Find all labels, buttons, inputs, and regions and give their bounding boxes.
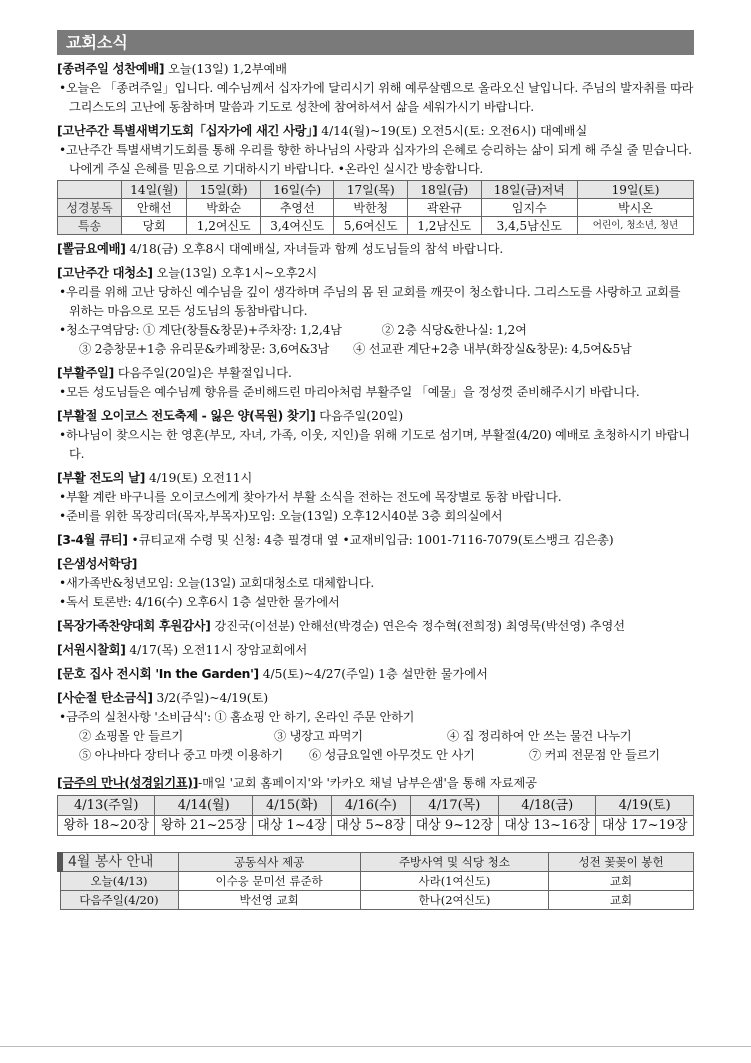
notice-info: 다음주일(20일)은 부활절입니다. bbox=[113, 366, 292, 380]
table-row bbox=[60, 891, 694, 910]
notice-exhibition bbox=[57, 665, 694, 684]
table-cell: 사라(1여신도) bbox=[360, 872, 548, 891]
notice-bullet: •모든 성도님들은 예수님께 향유를 준비해드린 마리아처럼 부활주일 「예물」을 정성껏 준비해주시기 바랍니다. bbox=[59, 385, 640, 399]
notice-bullet bbox=[57, 321, 694, 340]
fast-item: ⑤ 아나바다 장터나 중고 마켓 이용하기 bbox=[79, 748, 283, 762]
notice-easter bbox=[57, 364, 694, 402]
notice-info: -매일 '교회 홈페이지'와 '카카오 채널 남부은샘'을 통해 자료제공 bbox=[198, 776, 538, 790]
table-cell: 4/15(화) bbox=[252, 796, 331, 816]
fast-item: ④ 집 정리하여 안 쓰는 물건 나누기 bbox=[447, 729, 632, 743]
table-row bbox=[60, 872, 694, 891]
notice-bullet: •새가족반&청년모임: 오늘(13일) 교회대청소로 대체합니다. bbox=[59, 576, 375, 590]
notice-evangelism-day bbox=[57, 469, 694, 526]
notice-title: [서원시찰회] bbox=[57, 643, 126, 657]
notice-info: 강진국(이선분) 안해선(박경순) 연은숙 정수혁(전희정) 최영묵(박선영) 추영선 bbox=[210, 619, 626, 633]
page-divider bbox=[0, 1046, 751, 1047]
notice-title: [종려주일 성찬예배] bbox=[57, 62, 165, 76]
table-header-row bbox=[60, 853, 694, 872]
fast-item: ⑦ 커피 전문점 안 들르기 bbox=[529, 748, 660, 762]
notice-title: [목장가족찬양대회 후원감사] bbox=[57, 619, 211, 633]
notice-bullet: •독서 토론반: 4/16(수) 오후6시 1층 설만한 물가에서 bbox=[59, 595, 340, 609]
table-row bbox=[58, 816, 694, 836]
notice-bible-reading bbox=[57, 774, 694, 836]
notice-friday-worship bbox=[57, 240, 694, 259]
table-cell: 16일(수) bbox=[260, 181, 334, 199]
table-cell: 한나(2여신도) bbox=[360, 891, 548, 910]
table-cell: 대상 17~19장 bbox=[596, 816, 694, 836]
table-cell: 성전 꽃꽂이 봉헌 bbox=[549, 853, 694, 872]
notice-subline bbox=[57, 746, 694, 765]
table-row bbox=[58, 199, 694, 217]
table-cell: 공동식사 제공 bbox=[178, 853, 360, 872]
table-row bbox=[58, 217, 694, 235]
fast-item: ③ 냉장고 파먹기 bbox=[274, 729, 363, 743]
table-row-label: 특송 bbox=[58, 217, 122, 235]
service-schedule-table bbox=[57, 852, 694, 910]
table-cell: 이수응 문미선 류준하 bbox=[178, 872, 360, 891]
table-cell: 주방사역 및 식당 청소 bbox=[360, 853, 548, 872]
notice-info: 다음주일(20일) bbox=[315, 409, 404, 423]
notice-bullet: •준비를 위한 목장리더(목자,부목자)모임: 오늘(13일) 오후12시40분 3층 회의실에서 bbox=[59, 509, 503, 523]
table-cell: 18일(금) bbox=[408, 181, 482, 199]
notice-thanks bbox=[57, 617, 694, 636]
notice-info: 4/17(목) 오전11시 장암교회에서 bbox=[125, 643, 308, 657]
notice-bullet: •하나님이 찾으시는 한 영혼(부모, 자녀, 가족, 이웃, 지인)을 위해 기도로 섬기며, 부활절(4/20) 예배로 초청하시기 바랍니다. bbox=[59, 428, 690, 461]
notice-title: [사순절 탄소금식] bbox=[57, 691, 153, 705]
table-header-row bbox=[58, 796, 694, 816]
table-cell: 왕하 18~20장 bbox=[58, 816, 155, 836]
table-cell: 안해선 bbox=[122, 199, 187, 217]
notice-qt bbox=[57, 531, 694, 550]
notice-info: 4/19(토) 오전11시 bbox=[145, 471, 253, 485]
notice-info: •큐티교재 수령 및 신청: 4층 필경대 옆 •교재비입금: 1001-7116-7079(토스뱅크 김은총) bbox=[127, 533, 614, 547]
notice-info: 3/2(주일)~4/19(토) bbox=[152, 691, 269, 705]
notice-info: 오늘(13일) 오후1시~오후2시 bbox=[152, 266, 318, 280]
table-cell: 박화순 bbox=[187, 199, 261, 217]
fast-item: ⑥ 성금요일엔 아무것도 안 사기 bbox=[309, 748, 475, 762]
table-cell: 3,4여신도 bbox=[260, 217, 334, 235]
table-cell: 15일(화) bbox=[187, 181, 261, 199]
table-header-row bbox=[58, 181, 694, 199]
table-cell: 교회 bbox=[549, 891, 694, 910]
service-title: 4월 봉사 안내 bbox=[60, 853, 178, 872]
notice-oikos bbox=[57, 407, 694, 464]
table-cell: 19일(토) bbox=[578, 181, 694, 199]
notice-title: [부활절 오이코스 전도축제 - 잃은 양(목원) 찾기] bbox=[57, 409, 316, 423]
table-row-label: 성경봉독 bbox=[58, 199, 122, 217]
notice-bullet: •우리를 위해 고난 당하신 예수님을 깊이 생각하며 주님의 몸 된 교회를 깨끗이 청소합니다. 그리스도를 사랑하고 교회를 위하는 마음으로 모든 성도님의 동참바랍니다. bbox=[59, 285, 681, 318]
notice-info: 4/18(금) 오후8시 대예배실, 자녀들과 함께 성도님들의 참석 바랍니다. bbox=[125, 242, 504, 256]
notice-bullet: •고난주간 특별새벽기도회를 통해 우리를 향한 하나님의 사랑과 십자가의 은혜로 승리하는 삶이 되게 해 주실 줄 믿습니다. 나에게 주실 은혜를 믿음으로 기대하시기 바랍니다. •온라인 실시간 방송합니다. bbox=[59, 143, 692, 176]
table-cell: 박한청 bbox=[334, 199, 408, 217]
notice-info: 4/14(월)~19(토) 오전5시(토: 오전6시) 대예배실 bbox=[317, 124, 588, 138]
notice-title: [부활 전도의 날] bbox=[57, 471, 146, 485]
table-cell: 추영선 bbox=[260, 199, 334, 217]
notice-info: 오늘(13일) 1,2부예배 bbox=[164, 62, 288, 76]
notice-subline bbox=[57, 340, 694, 359]
bible-reading-table bbox=[57, 795, 694, 836]
notice-title: [문호 집사 전시회 'In the Garden'] bbox=[57, 667, 259, 681]
notice-bullet: •오늘은 「종려주일」입니다. 예수님께서 십자가에 달리시기 위해 예루살렘으로 올라오신 날입니다. 주님의 발자취를 따라 그리스도의 고난에 동참하며 말씀과 기도로 성찬에 참여하셔서 삶을 세워가시기 바랍니다. bbox=[59, 81, 694, 114]
table-cell: 4/14(월) bbox=[155, 796, 252, 816]
cleaning-area: ④ 선교관 계단+2층 내부(화장실&창문): 4,5여&5남 bbox=[353, 342, 632, 356]
table-cell: 5,6여신도 bbox=[334, 217, 408, 235]
notice-bullet: •부활 계란 바구니를 오이코스에게 찾아가서 부활 소식을 전하는 전도에 목장별로 동참 바랍니다. bbox=[59, 490, 562, 504]
table-cell: 당회 bbox=[122, 217, 187, 235]
notice-title: [고난주간 특별새벽기도회「십자가에 새긴 사랑」] bbox=[57, 124, 318, 138]
table-cell: 대상 5~8장 bbox=[331, 816, 410, 836]
notice-subline bbox=[57, 727, 694, 746]
table-cell: 임지수 bbox=[481, 199, 578, 217]
table-cell: 박선영 교회 bbox=[178, 891, 360, 910]
dawn-prayer-schedule-table bbox=[57, 180, 694, 235]
notice-carbon-fast bbox=[57, 689, 694, 765]
table-cell: 어린이, 청소년, 청년 bbox=[578, 217, 694, 235]
table-cell: 4/19(토) bbox=[596, 796, 694, 816]
cleaning-area: ③ 2층창문+1층 유리문&카페창문: 3,6여&3남 bbox=[79, 342, 330, 356]
table-cell: 대상 13~16장 bbox=[498, 816, 595, 836]
table-cell: 1,2여신도 bbox=[187, 217, 261, 235]
table-cell: 왕하 21~25장 bbox=[155, 816, 252, 836]
notice-title: [은샘성서학당] bbox=[57, 557, 138, 571]
notice-bible-school bbox=[57, 555, 694, 612]
cleaning-area: ② 2층 식당&한나실: 1,2여 bbox=[381, 323, 527, 337]
fast-item: ② 쇼핑몰 안 들르기 bbox=[79, 729, 184, 743]
table-cell: 14일(월) bbox=[122, 181, 187, 199]
notice-title: [금주의 만나(성경읽기표)] bbox=[57, 776, 199, 790]
table-cell: 17일(목) bbox=[334, 181, 408, 199]
table-cell: 대상 9~12장 bbox=[410, 816, 498, 836]
section-banner: 교회소식 bbox=[57, 30, 694, 55]
table-cell: 박시온 bbox=[578, 199, 694, 217]
table-row-label: 오늘(4/13) bbox=[60, 872, 178, 891]
notice-dawn-prayer bbox=[57, 122, 694, 235]
table-cell: 3,4,5남신도 bbox=[481, 217, 578, 235]
notice-bullet: •금주의 실천사항 '소비금식': ① 홈쇼핑 안 하기, 온라인 주문 안하기 bbox=[59, 710, 415, 724]
notice-title: [부활주일] bbox=[57, 366, 114, 380]
table-cell: 곽완규 bbox=[408, 199, 482, 217]
notice-cleaning bbox=[57, 264, 694, 359]
notice-palm-sunday bbox=[57, 60, 694, 117]
table-cell: 4/18(금) bbox=[498, 796, 595, 816]
cleaning-area: •청소구역담당: ① 계단(창틀&창문)+주차장: 1,2,4남 bbox=[59, 323, 342, 337]
table-cell: 4/17(목) bbox=[410, 796, 498, 816]
table-cell: 4/16(수) bbox=[331, 796, 410, 816]
table-cell: 4/13(주일) bbox=[58, 796, 155, 816]
notice-title: [3-4월 큐티] bbox=[57, 533, 128, 547]
notice-info: 4/5(토)~4/27(주일) 1층 설만한 물가에서 bbox=[258, 667, 488, 681]
notice-title: [뽈금요예배] bbox=[57, 242, 126, 256]
table-row-label: 다음주일(4/20) bbox=[60, 891, 178, 910]
table-cell bbox=[58, 181, 122, 199]
table-cell: 교회 bbox=[549, 872, 694, 891]
notice-title: [고난주간 대청소] bbox=[57, 266, 153, 280]
table-cell: 18일(금)저녁 bbox=[481, 181, 578, 199]
notice-visit bbox=[57, 641, 694, 660]
table-cell: 1,2남신도 bbox=[408, 217, 482, 235]
table-cell: 대상 1~4장 bbox=[252, 816, 331, 836]
